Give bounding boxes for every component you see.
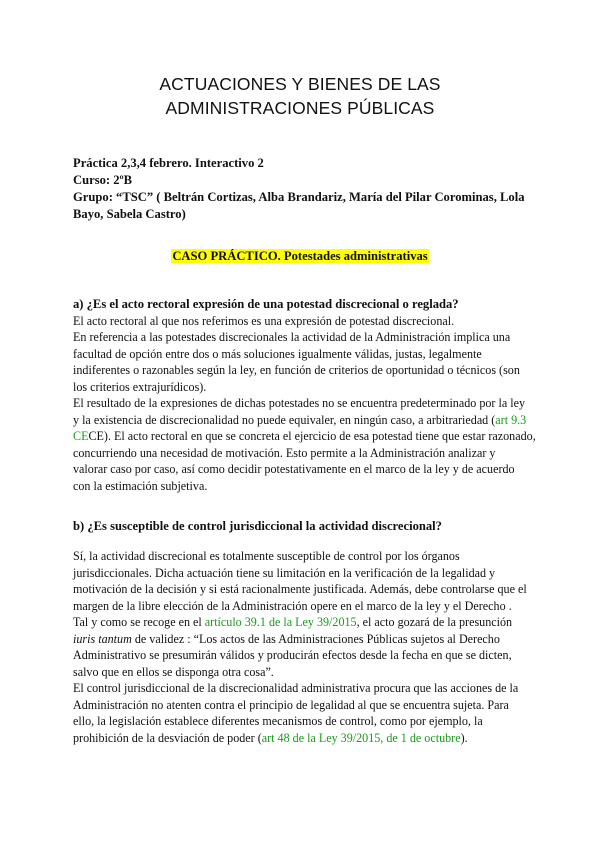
section-b-line: Sí, la actividad discrecional es totalmente susceptible de control por los órganos <box>73 549 460 563</box>
iuris-tantum: iuris tantum <box>73 631 132 646</box>
section-b-line: Administración no atenten contra el principio de legalidad al que se encuentra sujeta. Para <box>73 697 509 712</box>
section-b-line: margen de la libre elección de la Administración opere en el marco de la ley y el Derecho . <box>73 598 512 613</box>
section-b <box>73 518 533 535</box>
section-b-line: Tal y como se recoge en el artículo 39.1 de la Ley 39/2015, el acto gozará de la presunción <box>73 615 513 629</box>
link-art-48[interactable]: art 48 de la Ley 39/2015, de 1 de octubre <box>261 730 461 745</box>
section-a-question: a) ¿Es el acto rectoral expresión de una potestad discrecional o reglada? <box>73 297 459 311</box>
section-b-line: Administrativo se presumirán válidos y producirán efectos desde la fecha en que se dicten, <box>73 648 512 662</box>
section-a <box>73 296 536 494</box>
section-a-line: El resultado de la expresiones de dichas potestades no se encuentra predeterminado por la ley <box>73 396 526 410</box>
section-b-line: salvo que en ellos se disponga otra cosa”. <box>73 664 274 679</box>
section-a-line: con la estimación subjetiva. <box>73 478 208 493</box>
title-line-1: ACTUACIONES Y BIENES DE LAS <box>159 74 441 94</box>
case-heading <box>0 249 600 264</box>
section-a-line: y la existencia de discrecionalidad no puede equivaler, en ningún caso, a arbitrariedad (art 9.3 <box>73 412 527 427</box>
section-a-line: CECE). El acto rectoral en que se concreta el ejercicio de esa potestad tiene que estar razonado, <box>73 429 536 443</box>
link-ce[interactable]: CE <box>73 429 89 443</box>
section-b-line: jurisdiccionales. Dicha actuación tiene su limitación en la verificación de la legalidad y <box>73 565 496 580</box>
section-a-line: El acto rectoral al que nos referimos es una expresión de potestad discrecional. <box>73 313 455 328</box>
link-art-9-3[interactable]: art 9.3 <box>495 412 527 427</box>
group-line-1: Grupo: “TSC” ( Beltrán Cortizas, Alba Brandariz, María del Pilar Corominas, Lola <box>73 190 525 204</box>
practice-info <box>73 155 533 223</box>
section-b-question: b) ¿Es susceptible de control jurisdiccional la actividad discrecional? <box>73 519 442 533</box>
section-b-line: El control jurisdiccional de la discrecionalidad administrativa procura que las acciones de la <box>73 681 519 695</box>
section-a-line: los criterios extrajurídicos). <box>73 379 207 394</box>
section-b-line: prohibición de la desviación de poder (art 48 de la Ley 39/2015, de 1 de octubre). <box>73 730 468 745</box>
link-art-39-1[interactable]: artículo 39.1 de la Ley 39/2015 <box>204 615 357 629</box>
section-b-body <box>73 548 533 746</box>
section-b-line: ello, la legislación establece diferentes mecanismos de control, como por ejemplo, la <box>73 714 483 728</box>
section-a-line: valorar caso por caso, así como decidir potestativamente en el marco de la ley y de acuerdo <box>73 462 515 476</box>
case-heading-highlight: CASO PRÁCTICO. Potestades administrativas <box>172 249 428 263</box>
section-b-line: iuris tantum de validez : “Los actos de las Administraciones Públicas sujetos al Derecho <box>73 631 500 646</box>
section-a-line: En referencia a las potestades discrecionales la actividad de la Administración implica una <box>73 330 511 344</box>
title-line-2: ADMINISTRACIONES PÚBLICAS <box>165 98 435 118</box>
practice-line: Práctica 2,3,4 febrero. Interactivo 2 <box>73 156 264 170</box>
section-a-line: indiferentes o razonables según la ley, en función de criterios de oportunidad o técnicos (son <box>73 363 520 377</box>
section-b-line: motivación de la decisión y si está racionalmente justificada. Además, debe controlarse que el <box>73 582 527 596</box>
group-line-2: Bayo, Sabela Castro) <box>73 207 186 221</box>
course-line: Curso: 2ºB <box>73 173 133 187</box>
section-a-line: facultad de opción entre dos o más soluciones igualmente válidas, justas, legalmente <box>73 346 482 361</box>
section-a-line: concurriendo una necesidad de motivación. Esto permite a la Administración analizar y <box>73 445 496 460</box>
document-title <box>0 72 600 120</box>
